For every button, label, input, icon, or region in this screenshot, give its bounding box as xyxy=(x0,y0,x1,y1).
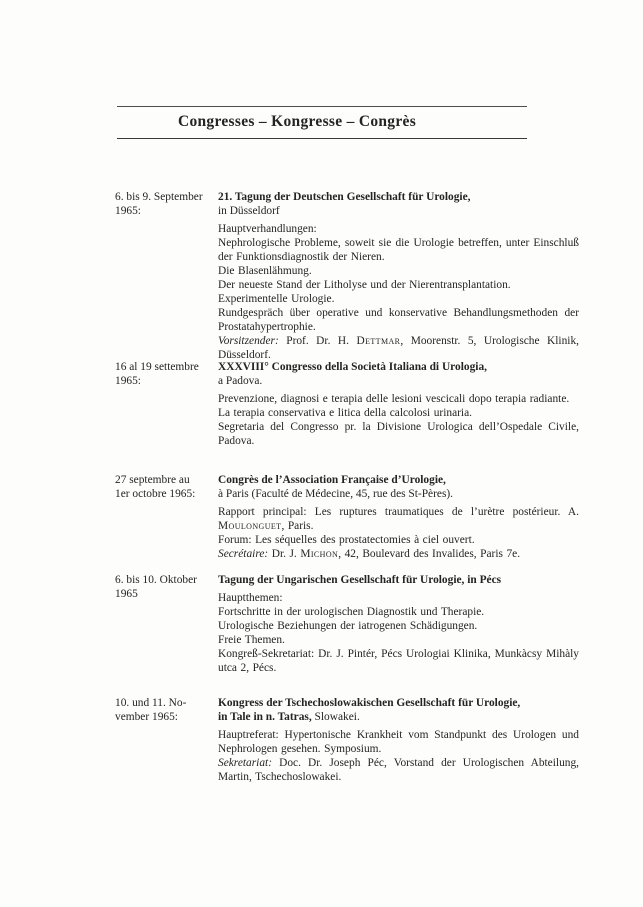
entry-title-line xyxy=(218,710,579,724)
entry-paragraph xyxy=(218,547,579,561)
person-name: Michon xyxy=(300,548,339,560)
entry-paragraph xyxy=(218,756,579,784)
entry-title-line xyxy=(218,573,579,587)
entry-paragraph xyxy=(218,633,579,647)
entry-paragraph xyxy=(218,278,579,292)
text-run: Rapport principal: Les ruptures traumatiques de l’urètre postérieur. A. xyxy=(218,506,579,518)
date-line: 27 septembre au xyxy=(115,474,190,486)
date-line: vember 1965: xyxy=(115,711,178,723)
text-run: Hauptreferat: Hypertonische Krankheit vom Standpunkt des Urologen und Nephrologen gesehen. Symposium. xyxy=(218,729,579,755)
entry-date xyxy=(115,473,218,501)
entry-paragraph xyxy=(218,306,579,334)
entry-date xyxy=(115,696,218,724)
entry-paragraph xyxy=(218,533,579,547)
date-line: 1965: xyxy=(115,205,141,217)
bold-text: in Tale in n. Tatras, xyxy=(218,711,312,723)
text-run: , Moorenstr. 5, Urologische Klinik, Düsseldorf. xyxy=(218,335,579,361)
date-line: 16 al 19 settembre xyxy=(115,361,199,373)
entry-date xyxy=(115,190,218,218)
entry-title-line xyxy=(218,204,579,218)
entry-title-line xyxy=(218,190,579,204)
congress-entry xyxy=(115,190,579,362)
entry-title xyxy=(218,573,579,587)
text-run: a Padova. xyxy=(218,375,263,387)
entry-paragraph xyxy=(218,392,579,406)
entry-title-line xyxy=(218,487,579,501)
entry-paragraph xyxy=(218,292,579,306)
role-label: Sekretariat: xyxy=(218,757,272,769)
text-run: Experimentelle Urologie. xyxy=(218,293,335,305)
date-line: 1965 xyxy=(115,588,138,600)
entry-date xyxy=(115,360,218,388)
text-run: Der neueste Stand der Litholyse und der Nierentransplantation. xyxy=(218,279,511,291)
entry-paragraph xyxy=(218,420,579,448)
entry-content xyxy=(218,473,579,561)
entry-title xyxy=(218,360,579,388)
entry-body xyxy=(218,222,579,362)
text-run: Hauptverhandlungen: xyxy=(218,223,317,235)
entry-content xyxy=(218,696,579,784)
entry-title-line xyxy=(218,360,579,374)
entry-paragraph xyxy=(218,591,579,605)
person-name: Moulonguet xyxy=(218,520,282,532)
text-run: Dr. J. xyxy=(268,548,301,560)
entry-body xyxy=(218,728,579,784)
entry-title-line xyxy=(218,473,579,487)
text-run: in Düsseldorf xyxy=(218,205,280,217)
text-run: Die Blasenlähmung. xyxy=(218,265,312,277)
date-line: 6. bis 10. Oktober xyxy=(115,574,197,586)
text-run: Urologische Beziehungen der iatrogenen Schädigungen. xyxy=(218,620,478,632)
entry-title xyxy=(218,473,579,501)
text-run: Doc. Dr. Joseph Péc, Vorstand der Urologischen Abteilung, Martin, Tschechoslowakei. xyxy=(218,757,579,783)
text-run: Fortschritte in der urologischen Diagnostik und Therapie. xyxy=(218,606,485,618)
bold-text: XXXVIII° Congresso della Società Italiana di Urologia, xyxy=(218,361,487,373)
entry-paragraph xyxy=(218,647,579,675)
entry-date xyxy=(115,573,218,601)
entry-paragraph xyxy=(218,619,579,633)
entry-body xyxy=(218,392,579,448)
text-run: Forum: Les séquelles des prostatectomies à ciel ouvert. xyxy=(218,534,475,546)
congress-entry xyxy=(115,696,579,784)
entry-paragraph xyxy=(218,406,579,420)
date-line: 1965: xyxy=(115,375,141,387)
text-run: Slowakei. xyxy=(311,711,360,723)
entry-content xyxy=(218,573,579,675)
entry-paragraph xyxy=(218,264,579,278)
person-name: Dettmar xyxy=(356,335,401,347)
bold-text: 21. Tagung der Deutschen Gesellschaft für Urologie, xyxy=(218,191,471,203)
text-run: à Paris (Faculté de Médecine, 45, rue des St-Pères). xyxy=(218,488,454,500)
text-run: Rundgespräch über operative und konservative Behandlungsmethoden der Prostatahypertrophie. xyxy=(218,307,579,333)
entry-title-line xyxy=(218,374,579,388)
role-label: Secrétaire: xyxy=(218,548,269,560)
entry-paragraph xyxy=(218,505,579,533)
congress-entry xyxy=(115,360,579,448)
text-run: Prevenzione, diagnosi e terapia delle lesioni vescicali dopo terapia radiante. xyxy=(218,393,570,405)
bold-text: Kongress der Tschechoslowakischen Gesellschaft für Urologie, xyxy=(218,697,521,709)
text-run: Kongreß-Sekretariat: Dr. J. Pintér, Pécs Urologiai Klinika, Munkàcsy Mihàly utca 2, Pécs. xyxy=(218,648,579,674)
text-run: , Paris. xyxy=(281,520,314,532)
entry-paragraph xyxy=(218,222,579,236)
entry-title xyxy=(218,696,579,724)
date-line: 1er octobre 1965: xyxy=(115,488,196,500)
text-run: La terapia conservativa e litica della calcolosi urinaria. xyxy=(218,407,472,419)
text-run: Hauptthemen: xyxy=(218,592,283,604)
entry-paragraph xyxy=(218,605,579,619)
entry-paragraph xyxy=(218,728,579,756)
congress-entry xyxy=(115,473,579,561)
entry-content xyxy=(218,360,579,448)
text-run: , 42, Boulevard des Invalides, Paris 7e. xyxy=(338,548,521,560)
entry-content xyxy=(218,190,579,362)
date-line: 10. und 11. No- xyxy=(115,697,187,709)
text-run: Freie Themen. xyxy=(218,634,285,646)
entry-paragraph xyxy=(218,334,579,362)
entry-body xyxy=(218,505,579,561)
text-run: Segretaria del Congresso pr. la Divisione Urologica dell’Ospedale Civile, Padova. xyxy=(218,421,579,447)
entry-body xyxy=(218,591,579,675)
bold-text: Congrès de l’Association Française d’Urologie, xyxy=(218,474,446,486)
text-run: Prof. Dr. H. xyxy=(278,335,357,347)
date-line: 6. bis 9. September xyxy=(115,191,203,203)
congress-entry xyxy=(115,573,579,675)
role-label: Vorsitzender: xyxy=(218,335,279,347)
section-header xyxy=(117,106,527,139)
text-run: Nephrologische Probleme, soweit sie die Urologie betreffen, unter Einschluß der Funktionsdiagnostik der Nieren. xyxy=(218,237,579,263)
bold-text: Tagung der Ungarischen Gesellschaft für Urologie, in Pécs xyxy=(218,574,502,586)
entry-paragraph xyxy=(218,236,579,264)
page-title: Congresses – Kongresse – Congrès xyxy=(177,113,417,130)
entry-title xyxy=(218,190,579,218)
entry-title-line xyxy=(218,696,579,710)
